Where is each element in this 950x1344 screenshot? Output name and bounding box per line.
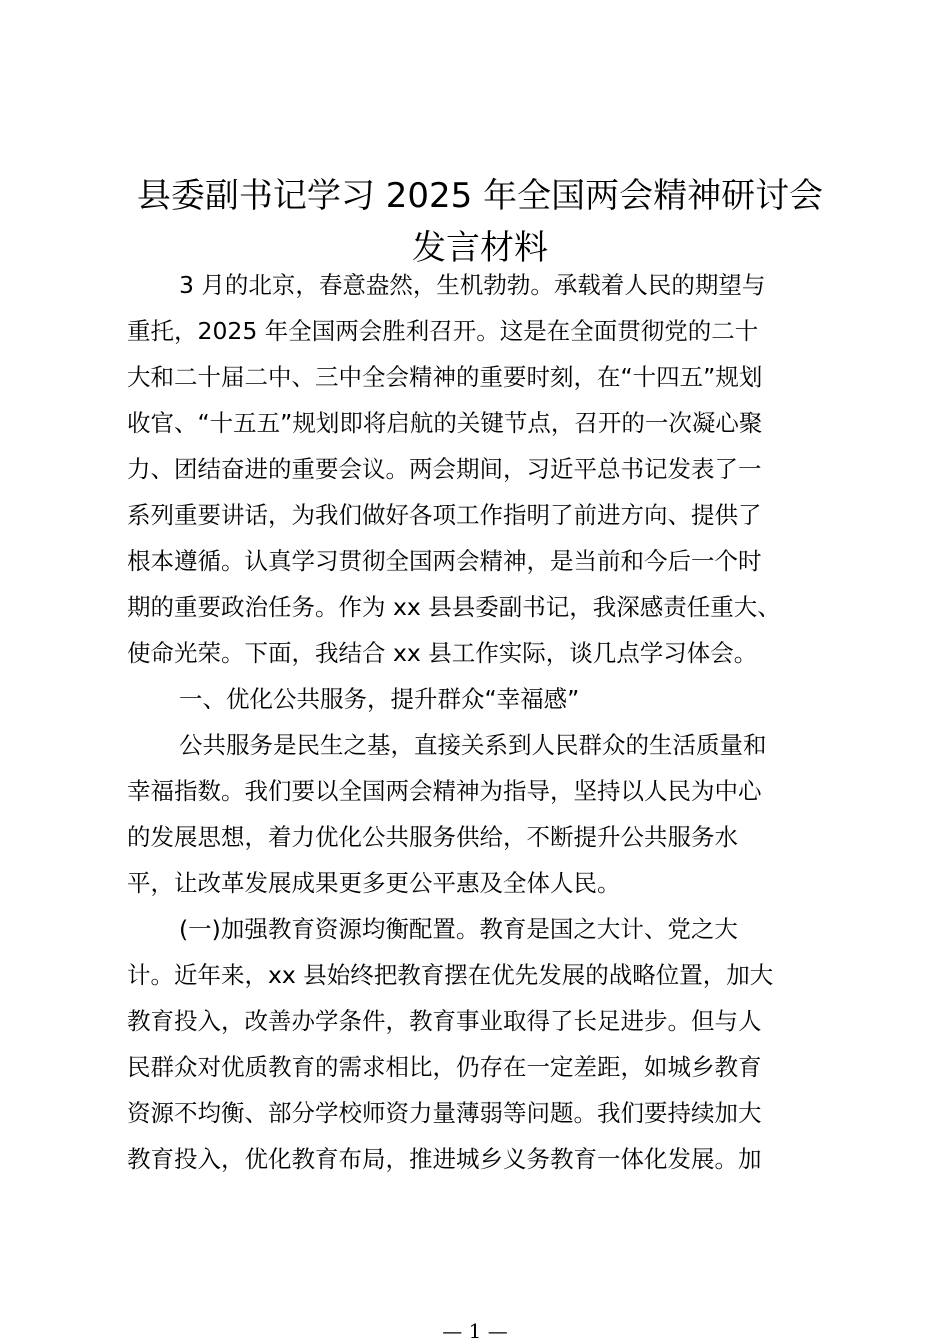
paragraph-line: (一)加强教育资源均衡配置。教育是国之大计、党之大: [179, 915, 738, 943]
paragraph-line: 公共服务是民生之基，直接关系到人民群众的生活质量和: [179, 731, 767, 759]
paragraph-line: 大和二十届二中、三中全会精神的重要时刻，在“十四五”规划: [127, 363, 763, 391]
document-body: [127, 262, 827, 1182]
paragraph-line: 资源不均衡、部分学校师资力量薄弱等问题。我们要持续加大: [127, 1099, 762, 1127]
paragraph-line: 系列重要讲话，为我们做好各项工作指明了前进方向、提供了: [127, 501, 762, 529]
paragraph-line: 幸福指数。我们要以全国两会精神为指导，坚持以人民为中心: [127, 777, 762, 805]
paragraph-line: 重托，2025 年全国两会胜利召开。这是在全面贯彻党的二十: [127, 317, 759, 345]
paragraph-line: 平，让改革发展成果更多更公平惠及全体人民。: [127, 869, 621, 897]
paragraph-line: 力、团结奋进的重要会议。两会期间，习近平总书记发表了一: [127, 455, 762, 483]
paragraph-line: 期的重要政治任务。作为 xx 县县委副书记，我深感责任重大、: [127, 593, 781, 621]
section-heading: 一、优化公共服务，提升群众“幸福感”: [179, 685, 580, 713]
page-number: — 1 —: [442, 1319, 508, 1343]
paragraph-line: 收官、“十五五”规划即将启航的关键节点，召开的一次凝心聚: [127, 409, 763, 437]
paragraph-line: 教育投入，优化教育布局，推进城乡义务教育一体化发展。加: [127, 1145, 762, 1173]
paragraph-line: 计。近年来，xx 县始终把教育摆在优先发展的战略位置，加大: [127, 961, 774, 989]
paragraph-line: 3 月的北京，春意盎然，生机勃勃。承载着人民的期望与: [179, 271, 766, 299]
document-title-line-2: 发言材料: [412, 228, 548, 268]
paragraph-line: 民群众对优质教育的需求相比，仍存在一定差距，如城乡教育: [127, 1053, 762, 1081]
paragraph-line: 的发展思想，着力优化公共服务供给，不断提升公共服务水: [127, 823, 738, 851]
paragraph-line: 教育投入，改善办学条件，教育事业取得了长足进步。但与人: [127, 1007, 762, 1035]
paragraph-line: 使命光荣。下面，我结合 xx 县工作实际，谈几点学习体会。: [127, 639, 758, 667]
paragraph-line: 根本遵循。认真学习贯彻全国两会精神，是当前和今后一个时: [127, 547, 762, 575]
document-title-line-1: 县委副书记学习 2025 年全国两会精神研讨会: [136, 176, 824, 216]
